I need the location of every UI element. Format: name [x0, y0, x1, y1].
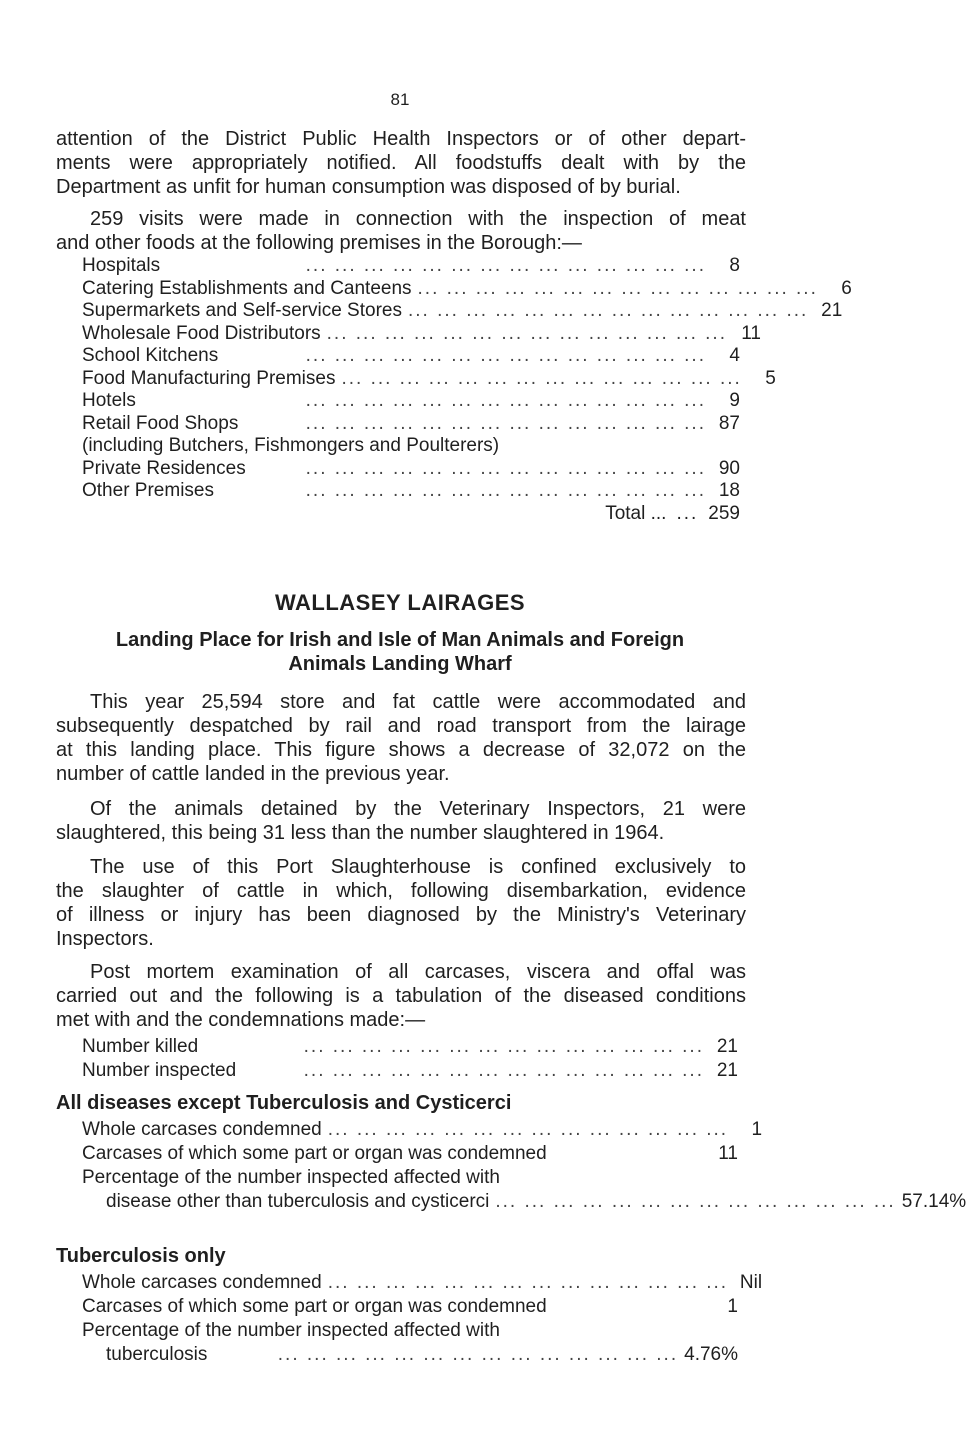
premises-row — [82, 300, 843, 323]
leader-dots: ... ... ... ... ... ... ... ... ... ... ... ... ... ... — [305, 255, 706, 276]
leader-dots: ... ... ... ... ... ... ... ... ... ... ... ... ... ... — [303, 1060, 704, 1081]
intro-line: ments were appropriately notified. All foodstuffs dealt with by the — [56, 152, 746, 174]
premises-row — [82, 322, 761, 346]
premises-row — [82, 345, 740, 368]
slaughterhouse-line: of illness or injury has been diagnosed by the Ministry's Veterinary — [56, 904, 746, 926]
premises-total-row — [82, 503, 740, 526]
lairages-subheading-line: Landing Place for Irish and Isle of Man Animals and Foreign — [115, 629, 685, 651]
visits-line: and other foods at the following premises in the Borough:— — [56, 232, 582, 254]
premises-value: 9 — [729, 390, 740, 411]
postmortem-line: Post mortem examination of all carcases, viscera and offal was — [90, 961, 746, 983]
percentage-label-line: Percentage of the number inspected affected with — [82, 1167, 500, 1188]
condemn-row — [82, 1118, 763, 1142]
postmortem-line: carried out and the following is a tabulation of the diseased conditions — [56, 985, 746, 1007]
lairages-subheading — [44, 628, 756, 676]
leader-dots: ... ... ... ... ... ... ... ... ... ... ... ... ... ... — [407, 300, 809, 321]
leader-dots: ... ... ... ... ... ... ... ... ... ... ... ... ... ... — [305, 345, 706, 366]
premises-row — [82, 367, 776, 391]
leader-dots: ... ... ... ... ... ... ... ... ... ... ... ... ... ... — [303, 1036, 704, 1057]
premises-value: 11 — [741, 322, 761, 344]
condemn-row — [82, 1271, 763, 1295]
premises-row — [82, 277, 852, 301]
postmortem-line: met with and the condemnations made:— — [56, 1009, 426, 1031]
condemn-label: Whole carcases condemned — [82, 1272, 322, 1293]
premises-row — [82, 255, 740, 278]
condemn-label: Whole carcases condemned — [82, 1119, 322, 1140]
condemn-value: 1 — [727, 1296, 738, 1317]
premises-label: Food Manufacturing Premises — [82, 367, 336, 389]
premises-value: 8 — [729, 255, 740, 276]
leader-dots: ... ... ... ... ... ... ... ... ... ... ... ... ... ... — [327, 1272, 729, 1293]
premises-label: Wholesale Food Distributors — [82, 322, 321, 344]
condemn-value: 11 — [718, 1143, 738, 1164]
intro-line: Department as unfit for human consumption was disposed of by burial. — [56, 176, 681, 198]
kill-stats-list — [82, 1035, 738, 1083]
condemn-label: Carcases of which some part or organ was condemned — [82, 1143, 547, 1164]
all-diseases-heading: All diseases except Tuberculosis and Cysticerci — [56, 1092, 512, 1114]
kill-stats-label: Number killed — [82, 1036, 199, 1057]
condemn-row — [82, 1295, 738, 1319]
leader-dots: ... ... ... ... ... ... ... ... ... ... ... ... ... ... — [495, 1191, 896, 1212]
total-value: 259 — [708, 502, 740, 524]
premises-label: Supermarkets and Self-service Stores — [82, 300, 402, 321]
detained-paragraph — [56, 797, 746, 845]
premises-list — [82, 255, 852, 525]
cattle-line: number of cattle landed in the previous year. — [56, 763, 450, 785]
premises-row — [82, 480, 740, 503]
leader-dots: ... ... ... ... ... ... ... ... ... ... ... ... ... ... — [417, 277, 818, 299]
premises-value: 90 — [718, 457, 740, 479]
kill-stats-value: 21 — [716, 1060, 738, 1081]
premises-value: 21 — [821, 300, 843, 321]
cattle-paragraph — [56, 690, 746, 786]
kill-stats-label: Number inspected — [82, 1060, 237, 1081]
premises-label: Other Premises — [82, 480, 214, 501]
premises-value: 6 — [841, 277, 852, 299]
tb-heading: Tuberculosis only — [56, 1245, 226, 1267]
leader-dots: ... ... ... ... ... ... ... ... ... ... ... ... ... ... — [327, 1119, 729, 1140]
intro-line: attention of the District Public Health Inspectors or of other depart- — [56, 128, 746, 150]
all-diseases-list — [82, 1118, 966, 1214]
premises-row — [82, 390, 740, 413]
condemn-value: 1 — [751, 1119, 763, 1140]
leader-dots: ... ... ... ... ... ... ... ... ... ... ... ... ... ... — [326, 322, 727, 344]
condemn-label: Carcases of which some part or organ was condemned — [82, 1296, 547, 1317]
visits-paragraph — [56, 207, 746, 255]
leader-dots: ... ... ... ... ... ... ... ... ... ... ... ... ... ... — [305, 457, 706, 479]
percentage-row — [82, 1343, 738, 1367]
cattle-line: at this landing place. This figure shows a decrease of 32,072 on the — [56, 739, 746, 761]
cattle-line: subsequently despatched by rail and road transport from the lairage — [56, 715, 746, 737]
leader-dots: ... ... ... ... ... ... ... ... ... ... ... ... ... ... — [277, 1344, 679, 1365]
cattle-line: This year 25,594 store and fat cattle were accommodated and — [90, 691, 746, 713]
lairages-heading: WALLASEY LAIRAGES — [274, 590, 526, 615]
detained-line: slaughtered, this being 31 less than the number slaughtered in 1964. — [56, 822, 665, 844]
slaughterhouse-line: the slaughter of cattle in which, following disembarkation, evidence — [56, 880, 746, 902]
premises-label: Hospitals — [82, 255, 161, 276]
condemn-row — [82, 1142, 738, 1166]
premises-note: (including Butchers, Fishmongers and Poulterers) — [82, 435, 500, 456]
kill-stats-row — [82, 1035, 738, 1059]
premises-label: Retail Food Shops — [82, 412, 239, 434]
tb-list — [82, 1271, 763, 1367]
premises-value: 5 — [765, 367, 776, 389]
lairages-subheading-line: Animals Landing Wharf — [288, 653, 512, 675]
percentage-value: 4.76% — [684, 1344, 738, 1365]
premises-label: Private Residences — [82, 457, 246, 479]
premises-value: 18 — [718, 480, 740, 501]
detained-line: Of the animals detained by the Veterinary Inspectors, 21 were — [90, 798, 746, 820]
percentage-row — [82, 1190, 966, 1214]
leader-dots: ... ... ... ... ... ... ... ... ... ... ... ... ... ... — [305, 480, 706, 501]
slaughterhouse-line: Inspectors. — [56, 928, 154, 950]
premises-value: 87 — [718, 412, 740, 434]
premises-row — [82, 458, 740, 481]
condemn-value: Nil — [739, 1272, 763, 1293]
postmortem-paragraph — [56, 960, 746, 1032]
slaughterhouse-line: The use of this Port Slaughterhouse is confined exclusively to — [90, 856, 746, 878]
page-number: 81 — [390, 90, 410, 109]
leader-dots: ... ... ... ... ... ... ... ... ... ... ... ... ... ... — [305, 412, 706, 434]
percentage-label-line: Percentage of the number inspected affected with — [82, 1320, 500, 1341]
slaughterhouse-paragraph — [56, 855, 746, 951]
leader-dots: ... ... ... ... ... ... ... ... ... ... ... ... ... ... — [305, 390, 706, 411]
premises-label: School Kitchens — [82, 345, 219, 366]
percentage-value: 57.14% — [901, 1191, 966, 1212]
kill-stats-value: 21 — [716, 1036, 738, 1057]
premises-value: 4 — [729, 345, 740, 366]
percentage-label: tuberculosis — [106, 1344, 208, 1365]
visits-line: 259 visits were made in connection with the inspection of meat — [90, 208, 746, 230]
premises-label: Hotels — [82, 390, 136, 411]
leader-dots: ... ... ... ... ... ... ... ... ... ... ... ... ... ... — [341, 367, 742, 389]
intro-paragraph — [56, 127, 746, 199]
percentage-label: disease other than tuberculosis and cysticerci — [106, 1191, 490, 1212]
leader-dots: ... — [676, 502, 699, 524]
kill-stats-row — [82, 1059, 738, 1083]
premises-label: Catering Establishments and Canteens — [82, 277, 412, 299]
total-label: Total ... — [605, 502, 667, 524]
premises-row — [82, 413, 740, 436]
